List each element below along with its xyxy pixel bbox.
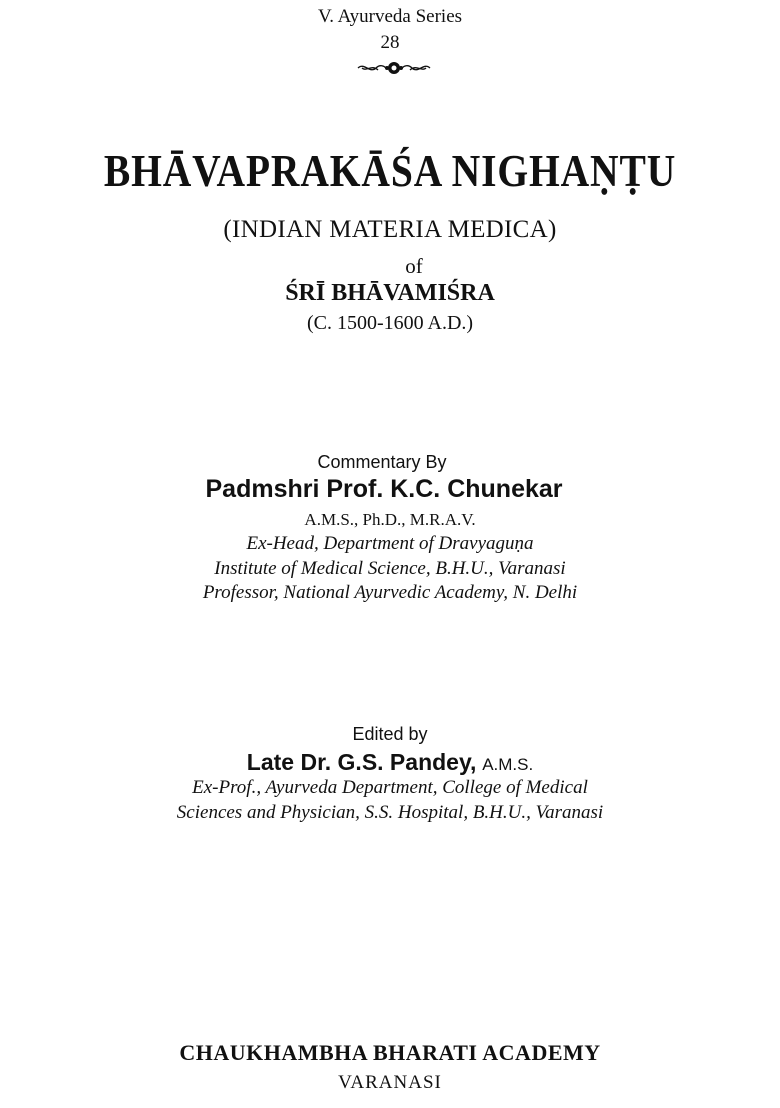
book-author: ŚRĪ BHĀVAMIŚRA bbox=[285, 280, 495, 306]
book-subtitle: (INDIAN MATERIA MEDICA) bbox=[223, 216, 557, 243]
editor-name: Late Dr. G.S. Pandey, bbox=[246, 749, 477, 775]
publisher-city: VARANASI bbox=[338, 1072, 442, 1093]
commentator-name: Padmshri Prof. K.C. Chunekar bbox=[205, 475, 563, 503]
edited-label: Edited by bbox=[352, 724, 428, 744]
series-name: V. Ayurveda Series bbox=[317, 6, 463, 27]
editor-line bbox=[0, 749, 780, 776]
commentator-credential: Ex-Head, Department of Dravyaguṇa bbox=[246, 533, 534, 554]
author-dates: (C. 1500-1600 A.D.) bbox=[306, 312, 474, 334]
editor-credential: Ex-Prof., Ayurveda Department, College of Medical bbox=[192, 777, 588, 798]
floral-ornament-icon bbox=[354, 58, 434, 78]
commentator-credential: Institute of Medical Science, B.H.U., Varanasi bbox=[214, 558, 566, 579]
editor-credential: Sciences and Physician, S.S. Hospital, B.H.U., Varanasi bbox=[176, 802, 604, 823]
series-number: 28 bbox=[380, 32, 400, 53]
commentary-label: Commentary By bbox=[317, 452, 447, 472]
of-connector: of bbox=[405, 254, 423, 278]
commentator-credential: Professor, National Ayurvedic Academy, N. Delhi bbox=[202, 582, 578, 603]
editor-qualifications: A.M.S. bbox=[482, 755, 534, 774]
publisher-name: CHAUKHAMBHA BHARATI ACADEMY bbox=[179, 1040, 601, 1065]
commentator-qualifications: A.M.S., Ph.D., M.R.A.V. bbox=[304, 510, 476, 529]
book-title: BHĀVAPRAKĀŚA NIGHAṆṬU bbox=[103, 145, 677, 196]
